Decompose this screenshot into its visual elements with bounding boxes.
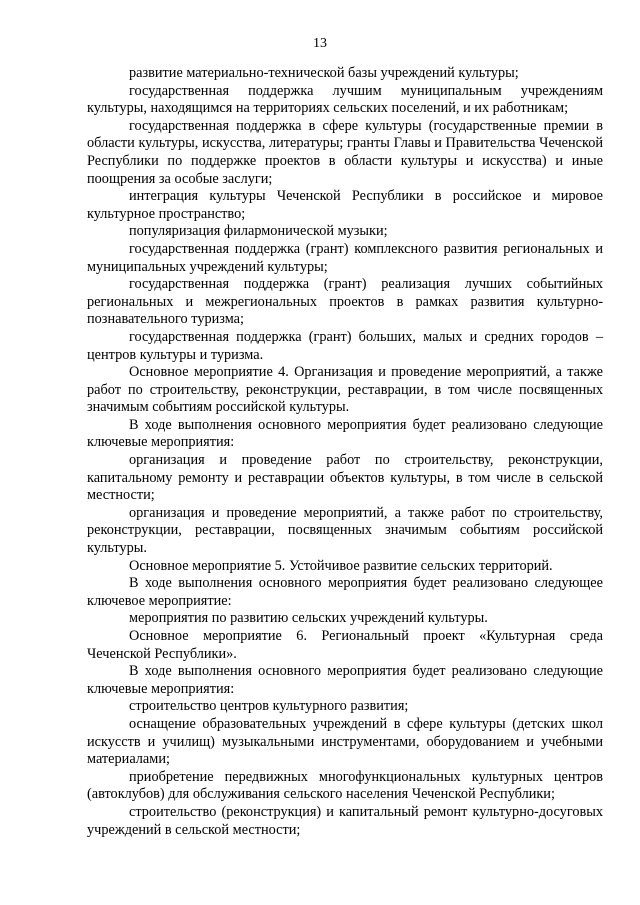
- paragraph: строительство (реконструкция) и капитальный ремонт культурно-досуговых учреждений в сельской местности;: [87, 803, 603, 838]
- paragraph: приобретение передвижных многофункциональных культурных центров (автоклубов) для обслуживания сельского населения Чеченской Республики;: [87, 768, 603, 803]
- document-body: [87, 65, 603, 839]
- paragraph: В ходе выполнения основного мероприятия будет реализовано следующие ключевые мероприятия:: [87, 663, 603, 697]
- paragraph: государственная поддержка (грант) реализация лучших событийных региональных и межрегиональных проектов в рамках развития культурно-познавательного туризма;: [87, 276, 603, 328]
- paragraph: Основное мероприятие 6. Региональный проект «Культурная среда Чеченской Республики».: [87, 628, 603, 662]
- paragraph: организация и проведение мероприятий, а также работ по строительству, реконструкции, реставрации, посвященных значимым событиям российской культуры.: [87, 504, 603, 557]
- paragraph: мероприятия по развитию сельских учреждений культуры.: [129, 610, 488, 627]
- paragraph: оснащение образовательных учреждений в сфере культуры (детских школ искусств и училищ) музыкальными инструментами, оборудованием и учебными материалами;: [87, 715, 603, 768]
- paragraph: государственная поддержка (грант) больших, малых и средних городов – центров культуры и туризма.: [87, 328, 603, 363]
- paragraph: В ходе выполнения основного мероприятия будет реализовано следующие ключевые мероприятия:: [87, 416, 603, 451]
- paragraph: государственная поддержка (грант) комплексного развития региональных и муниципальных учреждений культуры;: [87, 240, 603, 275]
- paragraph: строительство центров культурного развития;: [129, 698, 409, 715]
- paragraph: В ходе выполнения основного мероприятия будет реализовано следующее ключевое мероприятие:: [87, 575, 603, 609]
- paragraph: интеграция культуры Чеченской Республики в российское и мировое культурное пространство;: [87, 188, 603, 222]
- paragraph: Основное мероприятие 5. Устойчивое развитие сельских территорий.: [129, 557, 553, 574]
- page-number: 13: [313, 36, 327, 51]
- paragraph: государственная поддержка лучшим муниципальным учреждениям культуры, находящимся на территориях сельских поселений, и их работникам;: [87, 82, 603, 117]
- paragraph: популяризация филармонической музыки;: [129, 223, 388, 240]
- paragraph: развитие материально-технической базы учреждений культуры;: [129, 65, 519, 81]
- paragraph: Основное мероприятие 4. Организация и проведение мероприятий, а также работ по строительству, реконструкции, реставрации, в том числе посвященных значимым событиям российской культуры.: [87, 364, 603, 416]
- paragraph: государственная поддержка в сфере культуры (государственные премии в области культуры, искусства, литературы; гранты Главы и Правительства Чеченской Республики по поддержке проектов в области культуры и искусства) и иные поощрения за особые заслуги;: [87, 117, 603, 187]
- paragraph: организация и проведение работ по строительству, реконструкции, капитальному ремонту и реставрации объектов культуры, в том числе в сельской местности;: [87, 452, 603, 504]
